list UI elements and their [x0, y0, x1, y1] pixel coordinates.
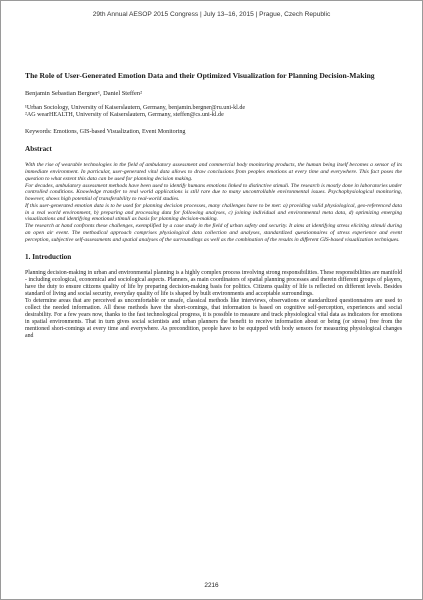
abstract-heading: Abstract [25, 145, 52, 154]
introduction-heading: 1. Introduction [25, 253, 72, 262]
intro-paragraph-1: Planning decision-making in urban and environmental planning is a highly complex process involving strong responsibilities. These responsibilities are manifold - including ecological, economical and sociological aspects. Planners, as main coordinators of spatial planning processes and therein different groups of players, have the duty to ensure citizens quality of life by preparing decision-making basis for politics. Citizens quality of life is reflected on different levels. Besides standard of living and social security, everyday quality of life is shaped by built environments and acceptable surroundings. [25, 270, 402, 298]
keywords: Keywords: Emotions, GIS-based Visualization, Event Monitoring [25, 128, 186, 135]
author-list: Benjamin Sebastian Bergner¹, Daniel Steffen² [25, 89, 143, 97]
abstract-paragraph-2: For decades, ambulatory assessment methods have been used to identify humans emotions linked to distinctive stimuli. The research is mostly done in laboratories under controlled conditions. Knowledge transfer to real world applications is still rare due to many uncontrollable environmental issues. Psychophysiological monitoring, however, shows high potential of transferability to real-world studies. [25, 182, 402, 203]
affiliation-1: ¹Urban Sociology, University of Kaiserslautern, Germany, benjamin.bergner@ru.uni-kl.de [25, 104, 246, 111]
introduction-body [25, 270, 402, 340]
abstract-body [25, 162, 402, 243]
paper-title: The Role of User-Generated Emotion Data and their Optimized Visualization for Planning Decision-Making [25, 71, 375, 80]
intro-paragraph-2: To determine areas that are perceived as uncomfortable or unsafe, classical methods like interviews, observations or standardized questionnaires are used to collect the needed information. All these methods have the short-comings, that information is based on cognitive self-perception, experiences and social desirability. For a few years now, thanks to the fast technological progress, it is possible to measure and track physiological vital data as indicators for emotions in spatial environments. That in turn gives social scientists and urban planners the benefit to receive information about or being (or stress) free from the mentioned short-comings at every time and everywhere. As precondition, people have to be equipped with body sensors for measuring physiological changes and [25, 298, 402, 339]
page-content [25, 71, 402, 340]
abstract-paragraph-3: If this user-generated emotion data is to be used for planning decision processes, many challenges have to be met: a) providing valid physiological, geo-referenced data in a real world environment, b) preparing and processing data for following analyses, c) joining individual and environmental meta data, d) optimizing emerging visualizations and identifying emotional stimuli as basis for planning decision-making. [25, 202, 402, 223]
running-header: 29th Annual AESOP 2015 Congress | July 13–16, 2015 | Prague, Czech Republic [92, 11, 331, 18]
affiliation-2: ²AG wearHEALTH, University of Kaiserslautern, Germany, steffen@cs.uni-kl.de [25, 112, 224, 119]
abstract-paragraph-1: With the rise of wearable technologies in the field of ambulatory assessment and commercial body monitoring products, the human being itself becomes a sensor of its immediate environment. In particular, user-generated vital data allows to draw conclusions from peoples emotions at every time and everywhere. This fact poses the question to what extent this data can be used for planning decision making. [25, 162, 402, 182]
page-number: 2216 [204, 582, 219, 589]
abstract-paragraph-4: The research at hand confronts these challenges, exemplified by a case study in the field of urban safety and security. It aims at identifying stress eliciting stimuli during an open air event. The methodical approach comprises physiological data collection and analyses, standardized questionnaires of stress experience and event perception, subjective self-assessments and spatial analyses of the surroundings as well as the combination of the results in different GIS-based visualization techniques. [25, 223, 402, 243]
